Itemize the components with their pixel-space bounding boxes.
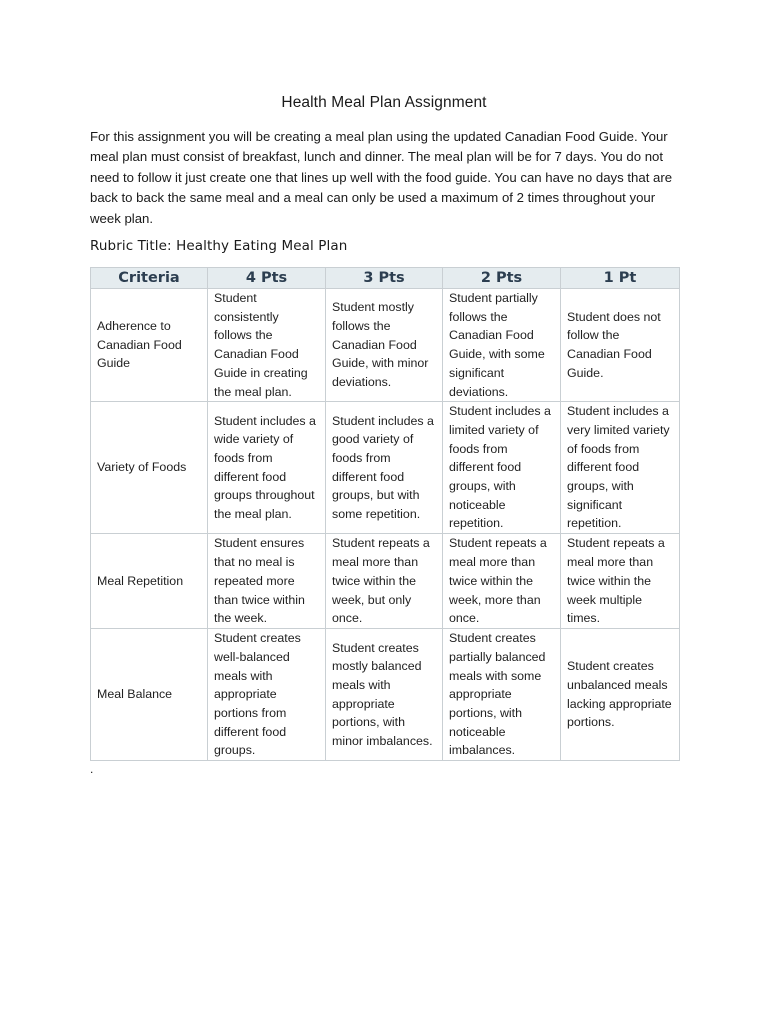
document-title: Health Meal Plan Assignment — [281, 94, 487, 111]
criteria-cell: Meal Repetition — [91, 534, 208, 629]
rubric-table — [90, 267, 680, 761]
table-row — [91, 289, 680, 402]
rating-cell-4-pts: Student consistently follows the Canadian Food Guide in creating the meal plan. — [208, 289, 326, 402]
header-1-pt: 1 Pt — [561, 268, 680, 289]
rating-cell-1-pt: Student includes a very limited variety of foods from different food groups, with significant repetition. — [561, 402, 680, 534]
trailing-period: . — [90, 762, 94, 776]
rating-cell-1-pt: Student creates unbalanced meals lacking appropriate portions. — [561, 629, 680, 761]
rating-cell-2-pts: Student includes a limited variety of foods from different food groups, with noticeable repetition. — [443, 402, 561, 534]
criteria-cell: Adherence to Canadian Food Guide — [91, 289, 208, 402]
rating-cell-3-pts: Student mostly follows the Canadian Food Guide, with minor deviations. — [326, 289, 443, 402]
criteria-cell: Variety of Foods — [91, 402, 208, 534]
header-criteria: Criteria — [91, 268, 208, 289]
table-row — [91, 629, 680, 761]
rating-cell-2-pts: Student creates partially balanced meals with some appropriate portions, with noticeable imbalances. — [443, 629, 561, 761]
rating-cell-4-pts: Student ensures that no meal is repeated more than twice within the week. — [208, 534, 326, 629]
header-2-pts: 2 Pts — [443, 268, 561, 289]
table-row — [91, 534, 680, 629]
assignment-instructions: For this assignment you will be creating a meal plan using the updated Canadian Food Guide. Your meal plan must consist of breakfast, lunch and dinner. The meal plan will be for 7 days. You do not need to follow it just create one that lines up well with the food guide. You can have no days that are back to back the same meal and a meal can only be used a maximum of 2 times throughout your week plan. — [90, 129, 673, 226]
rating-cell-3-pts: Student includes a good variety of foods from different food groups, but with some repetition. — [326, 402, 443, 534]
criteria-cell: Meal Balance — [91, 629, 208, 761]
rating-cell-3-pts: Student repeats a meal more than twice within the week, but only once. — [326, 534, 443, 629]
rubric-header-row — [91, 268, 680, 289]
rating-cell-1-pt: Student does not follow the Canadian Food Guide. — [561, 289, 680, 402]
table-row — [91, 402, 680, 534]
rating-cell-3-pts: Student creates mostly balanced meals with appropriate portions, with minor imbalances. — [326, 629, 443, 761]
rating-cell-4-pts: Student includes a wide variety of foods from different food groups throughout the meal plan. — [208, 402, 326, 534]
rating-cell-2-pts: Student repeats a meal more than twice within the week, more than once. — [443, 534, 561, 629]
rating-cell-2-pts: Student partially follows the Canadian Food Guide, with some significant deviations. — [443, 289, 561, 402]
rating-cell-4-pts: Student creates well-balanced meals with appropriate portions from different food groups. — [208, 629, 326, 761]
rubric-title: Rubric Title: Healthy Eating Meal Plan — [90, 238, 348, 254]
header-3-pts: 3 Pts — [326, 268, 443, 289]
rating-cell-1-pt: Student repeats a meal more than twice within the week multiple times. — [561, 534, 680, 629]
header-4-pts: 4 Pts — [208, 268, 326, 289]
